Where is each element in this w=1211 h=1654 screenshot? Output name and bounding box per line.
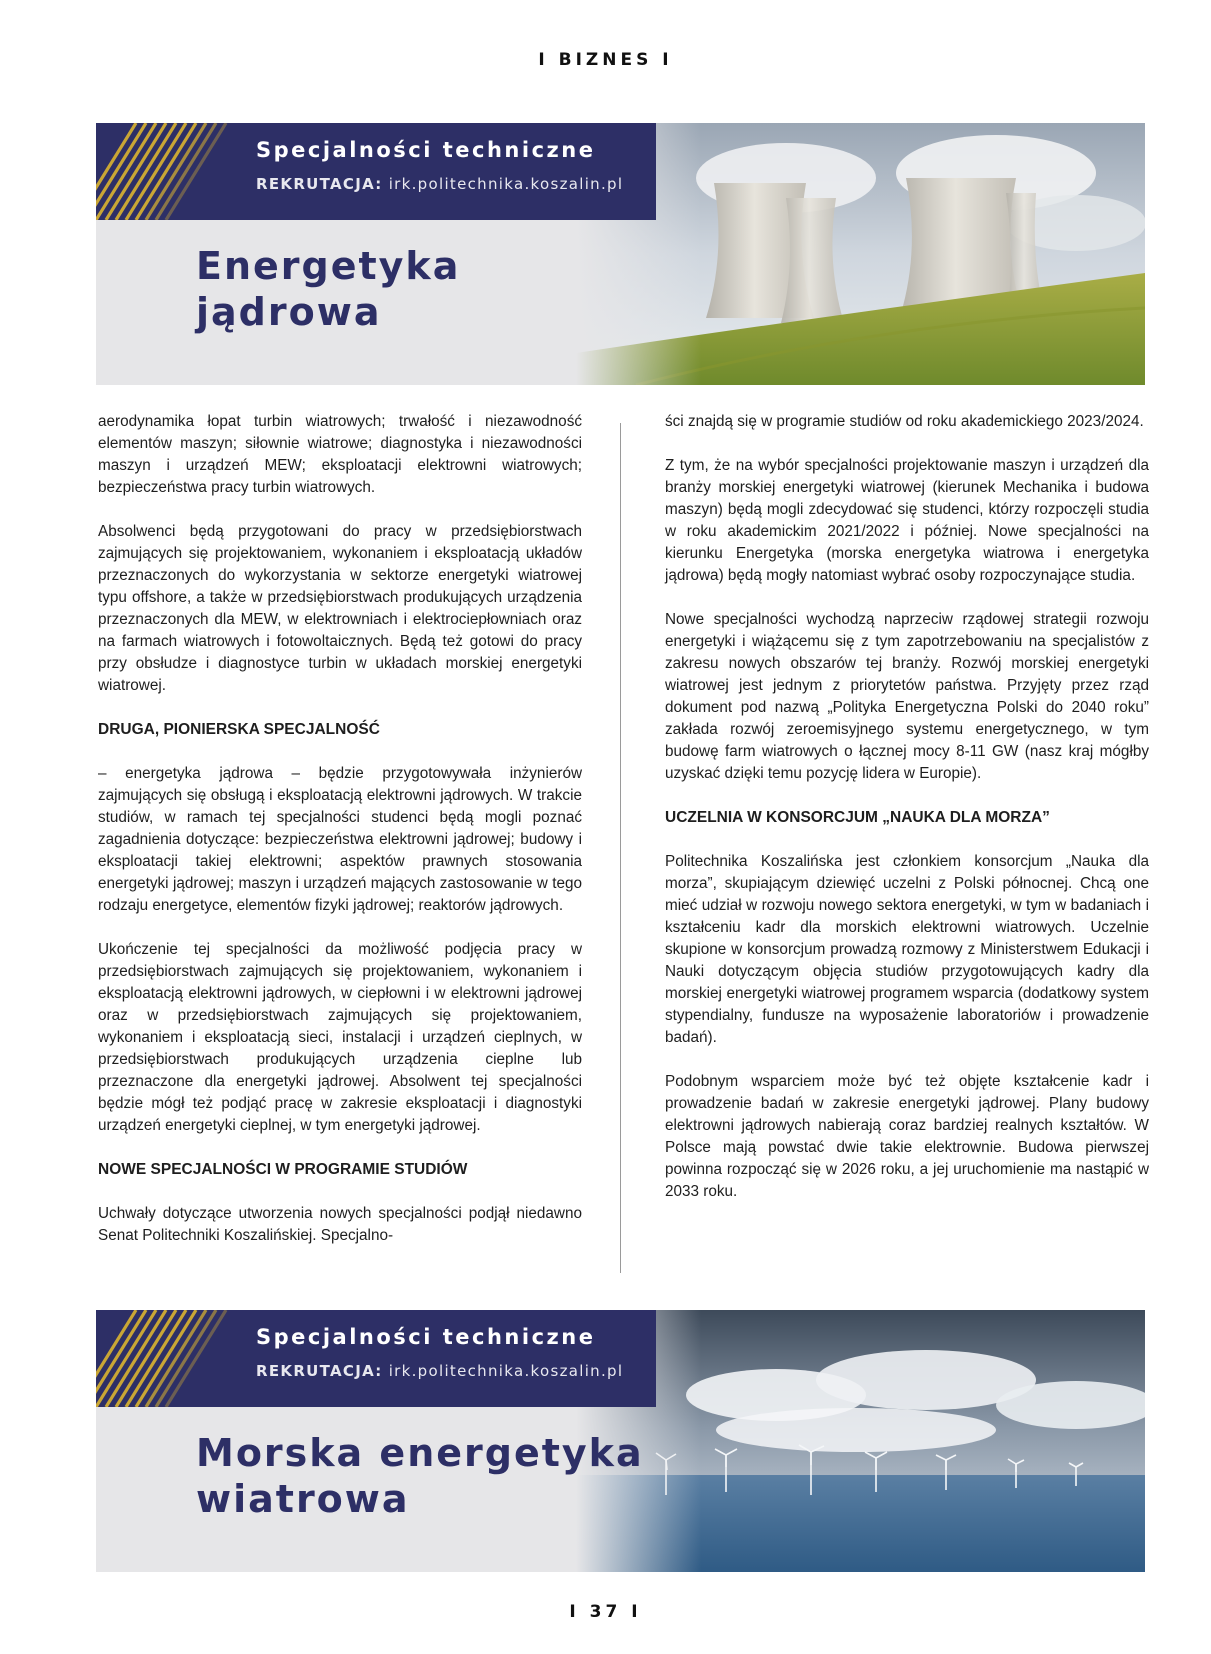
banner-main-title: Energetyka jądrowa [196,244,461,334]
article-left-column [98,411,582,1269]
paragraph: Uchwały dotyczące utworzenia nowych specjalności podjął niedawno Senat Politechniki Koszalińskiej. Specjalno- [98,1205,582,1244]
banner-bar-title: Specjalności techniczne [256,138,596,162]
article-right-column [665,411,1149,1225]
recruitment-label: REKRUTACJA: [256,1362,383,1380]
page-number: I 37 I [569,1602,642,1622]
section-heading: DRUGA, PIONIERSKA SPECJALNOŚĆ [98,721,380,738]
paragraph: Absolwenci będą przygotowani do pracy w przedsiębiorstwach zajmujących się projektowaniem, wykonaniem i eksploatacją układów przeznaczonych do wykorzystania w sektorze energetyki wiatrowej typu offshore, a także w przedsiębiorstwach produkujących urządzenia przeznaczonych dla MEW, w elektrowniach i elektrociepłowniach oraz na farmach wiatrowych i fotowoltaicznych. Będą też gotowi do pracy przy obsłudze i diagnostyce turbin w układach morskiej energetyki wiatrowej. [98,523,582,694]
paragraph: ści znajdą się w programie studiów od roku akademickiego 2023/2024. [665,413,1144,430]
paragraph: Nowe specjalności wychodzą naprzeciw rządowej strategii rozwoju energetyki i wiążącemu się z tym zapotrzebowaniu na specjalistów z zakresu nowych obszarów tej branży. Rozwój morskiej energetyki wiatrowej jest jednym z priorytetów państwa. Przyjęty przez rząd dokument pod nazwą „Polityka Energetyczna Polski do 2040 roku” zakłada rozwój zeroemisyjnego systemu energetycznego, w tym budowę farm wiatrowych o łącznej mocy 8-11 GW (nasz kraj mógłby uzyskać dzięki temu pozycję lidera w Europie). [665,611,1149,782]
recruitment-line [256,1362,623,1380]
column-divider [620,423,621,1273]
recruitment-label: REKRUTACJA: [256,175,383,193]
banner-title-bar [96,1310,656,1407]
banner-title-bar [96,123,656,220]
banner-nuclear-energy [96,123,1145,385]
banner-main-title: Morska energetyka wiatrowa [196,1431,644,1521]
paragraph: Ukończenie tej specjalności da możliwość podjęcia pracy w przedsiębiorstwach zajmujących się projektowaniem, wykonaniem i eksploatacją elektrowni jądrowych, w ciepłowni i w elektrowni jądrowej oraz w przedsiębiorstwach zajmujących się projektowaniem, wykonaniem i eksploatacją sieci, instalacji i urządzeń cieplnych, w przedsiębiorstwach produkujących urządzenia cieplne lub przeznaczone dla energetyki jądrowej. Absolwent tej specjalności będzie mógł też podjąć pracę w zakresie eksploatacji i diagnostyki urządzeń energetyki cieplnej, w tym energetyki jądrowej. [98,941,582,1134]
gold-stripes-decoration [96,1310,246,1407]
paragraph: Politechnika Koszalińska jest członkiem konsorcjum „Nauka dla morza”, skupiającym dziewięć uczelni z Polski północnej. Chcą one mieć udział w rozwoju nowego sektora energetyki, w tym w badaniach i kształceniu kadr dla morskich elektrowni wiatrowych. Uczelnie skupione w konsorcjum prowadzą rozmowy z Ministerstwem Edukacji i Nauki dotyczącym objęcia studiów przygotowujących kadry dla morskiej energetyki wiatrowej programem wsparcia (dodatkowy system stypendialny, fundusze na wyposażenie laboratoriów i prowadzenie badań). [665,853,1149,1046]
paragraph: aerodynamika łopat turbin wiatrowych; trwałość i niezawodność elementów maszyn; siłownie wiatrowe; diagnostyka i niezawodności maszyn i urządzeń MEW; eksploatacji elektrowni wiatrowych; bezpieczeństwa pracy turbin wiatrowych. [98,413,582,496]
paragraph: – energetyka jądrowa – będzie przygotowywała inżynierów zajmujących się obsługą i eksploatacją elektrowni jądrowych. W trakcie studiów, w ramach tej specjalności studenci będą mogli poznać zagadnienia dotyczące: bezpieczeństwa elektrowni jądrowej; budowy i eksploatacji takiej elektrowni; aspektów prawnych stosowania energetyki jądrowej; maszyn i urządzeń mających zastosowanie w tego rodzaju energetyce, elementów fizyki jądrowej; reaktorów jądrowych. [98,765,582,914]
recruitment-url: irk.politechnika.koszalin.pl [388,1362,624,1380]
banner-bar-title: Specjalności techniczne [256,1325,596,1349]
paragraph: Podobnym wsparciem może być też objęte kształcenie kadr i prowadzenie badań w zakresie energetyki jądrowej. Plany budowy elektrowni jądrowych nabierają coraz bardziej realnych kształtów. W Polsce mają powstać dwie takie elektrownie. Budowa pierwszej powinna rozpocząć się w 2026 roku, a jej uruchomienie ma nastąpić w 2033 roku. [665,1073,1149,1200]
recruitment-url: irk.politechnika.koszalin.pl [388,175,624,193]
section-header: I BIZNES I [538,50,673,70]
banner-offshore-wind [96,1310,1145,1572]
gold-stripes-decoration [96,123,246,220]
section-heading: NOWE SPECJALNOŚCI W PROGRAMIE STUDIÓW [98,1161,468,1178]
recruitment-line [256,175,623,193]
section-heading: UCZELNIA W KONSORCJUM „NAUKA DLA MORZA” [665,809,1050,826]
paragraph: Z tym, że na wybór specjalności projektowanie maszyn i urządzeń dla branży morskiej energetyki wiatrowej (kierunek Mechanika i budowa maszyn) będą mogli zdecydować się studenci, którzy rozpoczęli studia w roku akademickim 2021/2022 i później. Nowe specjalności na kierunku Energetyka (morska energetyka wiatrowa i energetyka jądrowa) będą mogły natomiast wybrać osoby rozpoczynające studia. [665,457,1149,584]
